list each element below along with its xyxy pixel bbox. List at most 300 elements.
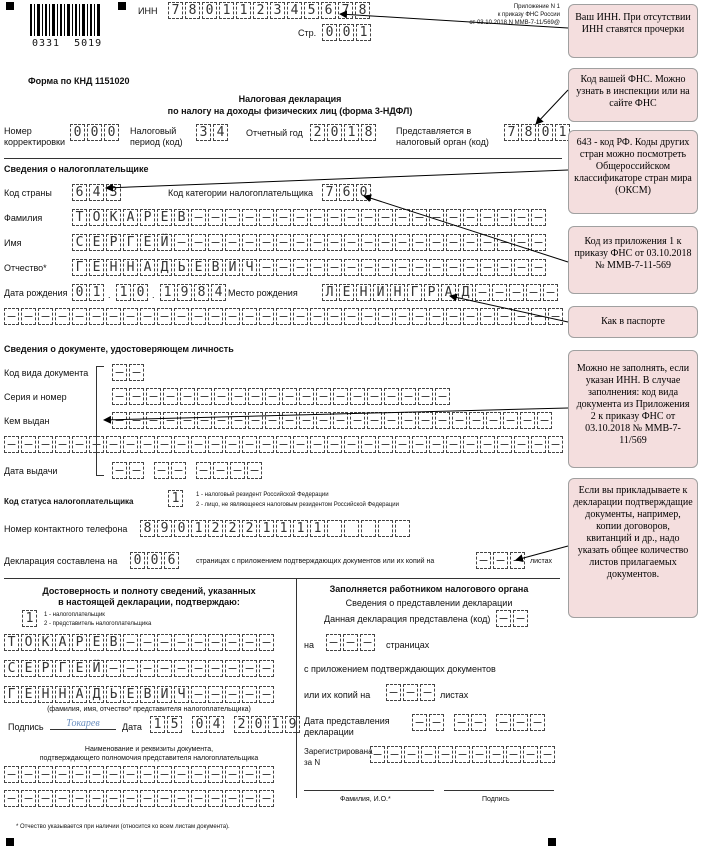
- char-cell: –: [157, 790, 172, 807]
- char-cell: –: [514, 259, 529, 276]
- char-cell: –: [247, 462, 262, 479]
- char-cell: –: [242, 308, 257, 325]
- char-cell: 0: [538, 124, 553, 141]
- char-cell: 6: [72, 184, 87, 201]
- char-cell: В: [208, 259, 223, 276]
- doc-code-label: Код вида документа: [4, 368, 89, 378]
- char-cell: –: [259, 634, 274, 651]
- char-cell: 1: [150, 716, 165, 733]
- date-label: Дата: [122, 722, 142, 732]
- char-cell: Р: [140, 209, 155, 226]
- char-cell: 7: [168, 2, 183, 19]
- char-cell: –: [327, 259, 342, 276]
- char-cell: –: [343, 634, 358, 651]
- char-cell: –: [316, 412, 331, 429]
- char-cell: –: [72, 308, 87, 325]
- char-cell: –: [412, 714, 427, 731]
- char-cell: –: [310, 259, 325, 276]
- char-cell: Т: [72, 209, 87, 226]
- char-cell: –: [513, 714, 528, 731]
- char-cell: Е: [89, 634, 104, 651]
- char-cell: –: [496, 610, 511, 627]
- char-cell: –: [174, 766, 189, 783]
- form-subtitle: по налогу на доходы физических лиц (форма 3-НДФЛ): [167, 106, 413, 116]
- char-cell: –: [395, 234, 410, 251]
- page-label: Стр.: [298, 28, 317, 38]
- char-cell: Р: [38, 660, 53, 677]
- char-cell: –: [140, 634, 155, 651]
- char-cell: –: [310, 436, 325, 453]
- char-cell: –: [191, 686, 206, 703]
- char-cell: 1: [356, 24, 371, 41]
- char-cell: –: [55, 790, 70, 807]
- char-cell: –: [293, 308, 308, 325]
- char-cell: –: [225, 634, 240, 651]
- char-cell: –: [361, 308, 376, 325]
- char-cell: 0: [130, 552, 145, 569]
- char-cell: –: [191, 660, 206, 677]
- char-cell: 1: [344, 124, 359, 141]
- char-cell: –: [208, 308, 223, 325]
- doc-caption-2: подтверждающего полномочия представителя налогоплательщика: [39, 755, 259, 762]
- char-cell: Ч: [242, 259, 257, 276]
- char-cell: Д: [89, 686, 104, 703]
- char-cell: –: [225, 234, 240, 251]
- char-cell: –: [327, 436, 342, 453]
- char-cell: А: [140, 259, 155, 276]
- series-label: Серия и номер: [4, 392, 67, 402]
- char-cell: –: [412, 308, 427, 325]
- char-cell: 1: [276, 520, 291, 537]
- char-cell: –: [140, 790, 155, 807]
- char-cell: 0: [87, 124, 102, 141]
- char-cell: –: [520, 412, 535, 429]
- char-cell: –: [429, 234, 444, 251]
- char-cell: 1: [89, 284, 104, 301]
- char-cell: –: [344, 436, 359, 453]
- char-cell: –: [38, 790, 53, 807]
- char-cell: Н: [356, 284, 371, 301]
- note-inn: Ваш ИНН. При отсутствии ИНН ставятся прочерки: [568, 4, 698, 58]
- char-cell: Р: [72, 634, 87, 651]
- char-cell: –: [213, 462, 228, 479]
- char-cell: –: [248, 412, 263, 429]
- char-cell: –: [344, 259, 359, 276]
- char-cell: –: [370, 746, 385, 763]
- officer-fio-label: Фамилия, И.О.*: [340, 796, 391, 803]
- char-cell: –: [395, 259, 410, 276]
- char-cell: Л: [322, 284, 337, 301]
- char-cell: В: [174, 209, 189, 226]
- char-cell: –: [265, 388, 280, 405]
- char-cell: –: [438, 746, 453, 763]
- char-cell: 5: [167, 716, 182, 733]
- char-cell: –: [435, 388, 450, 405]
- char-cell: –: [310, 234, 325, 251]
- char-cell: –: [316, 388, 331, 405]
- char-cell: –: [514, 436, 529, 453]
- year-label: Отчетный год: [246, 128, 303, 138]
- char-cell: –: [225, 660, 240, 677]
- char-cell: –: [367, 412, 382, 429]
- char-cell: –: [112, 412, 127, 429]
- char-cell: –: [191, 209, 206, 226]
- char-cell: –: [429, 714, 444, 731]
- char-cell: –: [38, 308, 53, 325]
- char-cell: –: [497, 209, 512, 226]
- char-cell: –: [38, 436, 53, 453]
- char-cell: –: [293, 259, 308, 276]
- char-cell: –: [497, 259, 512, 276]
- char-cell: –: [242, 234, 257, 251]
- name-label: Имя: [4, 238, 22, 248]
- char-cell: –: [208, 634, 223, 651]
- char-cell: И: [157, 686, 172, 703]
- char-cell: 1: [219, 2, 234, 19]
- char-cell: –: [514, 234, 529, 251]
- char-cell: –: [191, 234, 206, 251]
- char-cell: –: [497, 436, 512, 453]
- char-cell: –: [475, 284, 490, 301]
- char-cell: 6: [339, 184, 354, 201]
- char-cell: –: [452, 412, 467, 429]
- char-cell: Г: [123, 234, 138, 251]
- char-cell: 8: [140, 520, 155, 537]
- char-cell: –: [326, 634, 341, 651]
- char-cell: –: [463, 259, 478, 276]
- char-cell: –: [540, 746, 555, 763]
- char-cell: –: [123, 790, 138, 807]
- char-cell: 2: [225, 520, 240, 537]
- char-cell: –: [106, 790, 121, 807]
- char-cell: –: [463, 209, 478, 226]
- char-cell: 4: [287, 2, 302, 19]
- char-cell: –: [378, 436, 393, 453]
- char-cell: Р: [424, 284, 439, 301]
- char-cell: 6: [164, 552, 179, 569]
- patronymic-label: Отчество*: [4, 263, 47, 273]
- char-cell: Г: [55, 660, 70, 677]
- char-cell: –: [55, 308, 70, 325]
- char-cell: 1: [236, 2, 251, 19]
- char-cell: –: [293, 436, 308, 453]
- arrow-fns: [536, 90, 568, 124]
- char-cell: –: [344, 308, 359, 325]
- char-cell: –: [469, 412, 484, 429]
- char-cell: –: [214, 412, 229, 429]
- char-cell: –: [154, 462, 169, 479]
- char-cell: –: [537, 412, 552, 429]
- char-cell: 4: [213, 124, 228, 141]
- char-cell: –: [259, 209, 274, 226]
- officer-sign-label: Подпись: [482, 796, 510, 803]
- char-cell: –: [418, 388, 433, 405]
- char-cell: –: [497, 234, 512, 251]
- char-cell: –: [208, 686, 223, 703]
- char-cell: 7: [504, 124, 519, 141]
- fio-caption: (фамилия, имя, отчество* представителя налогоплательщика): [47, 706, 251, 713]
- char-cell: 5: [304, 2, 319, 19]
- char-cell: –: [230, 462, 245, 479]
- officer-on-label: на: [304, 640, 314, 650]
- char-cell: –: [157, 436, 172, 453]
- char-cell: –: [446, 308, 461, 325]
- char-cell: 0: [356, 184, 371, 201]
- char-cell: –: [401, 412, 416, 429]
- char-cell: –: [333, 412, 348, 429]
- char-cell: –: [548, 436, 563, 453]
- char-cell: –: [106, 766, 121, 783]
- char-cell: Н: [390, 284, 405, 301]
- arrow-category: [364, 196, 568, 262]
- note-country: 643 - код РФ. Коды других стран можно посмотреть Общероссийском классификаторе стран мира (ОКСМ): [568, 130, 698, 214]
- char-cell: –: [378, 259, 393, 276]
- char-cell: –: [513, 610, 528, 627]
- char-cell: –: [140, 766, 155, 783]
- char-cell: –: [231, 388, 246, 405]
- char-cell: –: [174, 234, 189, 251]
- officer-copies-label: или их копий на: [304, 690, 371, 700]
- char-cell: –: [531, 234, 546, 251]
- char-cell: –: [421, 746, 436, 763]
- char-cell: –: [446, 234, 461, 251]
- char-cell: –: [21, 308, 36, 325]
- knd-label: Форма по КНД 1151020: [28, 76, 130, 86]
- char-cell: –: [231, 412, 246, 429]
- char-cell: –: [146, 388, 161, 405]
- char-cell: 1: [293, 520, 308, 537]
- char-cell: Ч: [174, 686, 189, 703]
- char-cell: Е: [89, 234, 104, 251]
- char-cell: –: [497, 308, 512, 325]
- char-cell: –: [208, 436, 223, 453]
- char-cell: 2: [242, 520, 257, 537]
- char-cell: –: [463, 436, 478, 453]
- category-label: Код категории налогоплательщика: [168, 188, 314, 198]
- char-cell: –: [543, 284, 558, 301]
- char-cell: –: [242, 790, 257, 807]
- char-cell: Г: [4, 686, 19, 703]
- note-category: Код из приложения 1 к приказу ФНС от 03.10.2018 № ММВ-7-11-569: [568, 226, 698, 294]
- char-cell: –: [429, 436, 444, 453]
- char-cell: –: [496, 714, 511, 731]
- char-cell: –: [387, 746, 402, 763]
- char-cell: –: [548, 308, 563, 325]
- char-cell: –: [378, 308, 393, 325]
- char-cell: 2: [310, 124, 325, 141]
- char-cell: –: [197, 412, 212, 429]
- taxpayer-section-title: Сведения о налогоплательщике: [4, 164, 149, 174]
- char-cell: 4: [209, 716, 224, 733]
- char-cell: –: [146, 412, 161, 429]
- char-cell: 0: [322, 24, 337, 41]
- char-cell: –: [242, 209, 257, 226]
- char-cell: –: [293, 234, 308, 251]
- char-cell: –: [327, 308, 342, 325]
- pages-mid-text: страницах с приложением подтверждающих документов или их копий на: [196, 558, 435, 565]
- char-cell: –: [174, 308, 189, 325]
- char-cell: –: [412, 234, 427, 251]
- char-cell: –: [4, 790, 19, 807]
- char-cell: Р: [106, 234, 121, 251]
- char-cell: –: [106, 660, 121, 677]
- char-cell: –: [384, 412, 399, 429]
- char-cell: Г: [72, 259, 87, 276]
- char-cell: 0: [133, 284, 148, 301]
- char-cell: –: [4, 436, 19, 453]
- appendix-line1: Приложение N 1: [513, 4, 560, 10]
- pages-end-text: листах: [530, 558, 553, 565]
- char-cell: –: [225, 436, 240, 453]
- char-cell: –: [476, 552, 491, 569]
- char-cell: –: [191, 634, 206, 651]
- char-cell: –: [523, 746, 538, 763]
- char-cell: –: [514, 308, 529, 325]
- char-cell: С: [4, 660, 19, 677]
- char-cell: –: [350, 412, 365, 429]
- char-cell: –: [180, 412, 195, 429]
- char-cell: 3: [106, 184, 121, 201]
- char-cell: –: [38, 766, 53, 783]
- char-cell: 1: [268, 716, 283, 733]
- char-cell: –: [259, 259, 274, 276]
- char-cell: –: [140, 308, 155, 325]
- char-cell: –: [454, 714, 469, 731]
- char-cell: –: [530, 714, 545, 731]
- char-cell: –: [225, 686, 240, 703]
- char-cell: –: [429, 308, 444, 325]
- char-cell: 9: [157, 520, 172, 537]
- char-cell: –: [489, 746, 504, 763]
- char-cell: 2: [234, 716, 249, 733]
- char-cell: 7: [338, 2, 353, 19]
- char-cell: 0: [147, 552, 162, 569]
- char-cell: –: [384, 388, 399, 405]
- char-cell: 8: [521, 124, 536, 141]
- char-cell: –: [129, 462, 144, 479]
- issued-label: Кем выдан: [4, 416, 50, 426]
- country-label: Код страны: [4, 188, 52, 198]
- char-cell: –: [208, 766, 223, 783]
- char-cell: 9: [177, 284, 192, 301]
- char-cell: –: [259, 660, 274, 677]
- char-cell: –: [378, 209, 393, 226]
- char-cell: Н: [123, 259, 138, 276]
- char-cell: –: [503, 412, 518, 429]
- char-cell: –: [242, 686, 257, 703]
- char-cell: Д: [458, 284, 473, 301]
- officer-code-label: Данная декларация представлена (код): [324, 614, 491, 624]
- char-cell: –: [386, 684, 401, 701]
- char-cell: 1: [168, 490, 183, 507]
- char-cell: –: [208, 790, 223, 807]
- char-cell: 0: [339, 24, 354, 41]
- char-cell: 1: [310, 520, 325, 537]
- char-cell: А: [55, 634, 70, 651]
- char-cell: –: [506, 746, 521, 763]
- char-cell: –: [480, 234, 495, 251]
- char-cell: К: [38, 634, 53, 651]
- char-cell: –: [208, 234, 223, 251]
- char-cell: –: [293, 209, 308, 226]
- char-cell: Е: [72, 660, 87, 677]
- char-cell: Г: [407, 284, 422, 301]
- char-cell: Н: [55, 686, 70, 703]
- note-documents: Можно не заполнять, если указан ИНН. В случае заполнения: код вида документа из Приложения 2 к приказу ФНС от 03.10.2018 № ММВ-7-11/569: [568, 350, 698, 468]
- char-cell: –: [429, 209, 444, 226]
- char-cell: –: [276, 436, 291, 453]
- char-cell: –: [123, 660, 138, 677]
- char-cell: –: [276, 209, 291, 226]
- char-cell: –: [412, 259, 427, 276]
- char-cell: 0: [104, 124, 119, 141]
- char-cell: –: [106, 436, 121, 453]
- char-cell: –: [55, 436, 70, 453]
- barcode-number: 0331 5019: [32, 38, 103, 49]
- char-cell: –: [242, 660, 257, 677]
- char-cell: –: [276, 259, 291, 276]
- char-cell: 1: [555, 124, 570, 141]
- char-cell: –: [112, 462, 127, 479]
- char-cell: –: [208, 660, 223, 677]
- status-label: Код статуса налогоплательщика: [4, 497, 134, 506]
- char-cell: –: [259, 790, 274, 807]
- char-cell: 0: [327, 124, 342, 141]
- char-cell: 0: [202, 2, 217, 19]
- char-cell: –: [282, 388, 297, 405]
- char-cell: –: [72, 436, 87, 453]
- appendix-line3: от 03.10.2018 N ММВ-7-11/569@: [469, 20, 560, 26]
- char-cell: –: [248, 388, 263, 405]
- char-cell: –: [514, 209, 529, 226]
- char-cell: –: [163, 388, 178, 405]
- char-cell: –: [361, 209, 376, 226]
- officer-subtitle: Сведения о представлении декларации: [345, 598, 513, 608]
- char-cell: –: [157, 660, 172, 677]
- char-cell: Н: [106, 259, 121, 276]
- char-cell: Е: [21, 686, 36, 703]
- char-cell: –: [157, 766, 172, 783]
- char-cell: –: [510, 552, 525, 569]
- organ-label: Представляется в налоговый орган (код): [396, 126, 489, 147]
- char-cell: –: [4, 308, 19, 325]
- char-cell: –: [472, 746, 487, 763]
- form-title: Налоговая декларация: [238, 94, 342, 104]
- arrow-passport: [450, 296, 568, 322]
- phone-label: Номер контактного телефона: [4, 524, 128, 534]
- char-cell: Н: [38, 686, 53, 703]
- char-cell: –: [174, 660, 189, 677]
- char-cell: –: [471, 714, 486, 731]
- char-cell: –: [123, 308, 138, 325]
- char-cell: –: [242, 766, 257, 783]
- char-cell: –: [112, 364, 127, 381]
- char-cell: –: [327, 234, 342, 251]
- char-cell: –: [174, 790, 189, 807]
- char-cell: –: [486, 412, 501, 429]
- char-cell: –: [123, 634, 138, 651]
- char-cell: –: [404, 746, 419, 763]
- officer-date-label: Дата представления декларации: [304, 716, 390, 737]
- officer-pages-label: страницах: [386, 640, 430, 650]
- char-cell: И: [225, 259, 240, 276]
- char-cell: –: [174, 634, 189, 651]
- char-cell: –: [259, 308, 274, 325]
- char-cell: 2: [253, 2, 268, 19]
- appendix-line2: к приказу ФНС России: [497, 12, 560, 18]
- char-cell: Ь: [106, 686, 121, 703]
- char-cell: Й: [157, 234, 172, 251]
